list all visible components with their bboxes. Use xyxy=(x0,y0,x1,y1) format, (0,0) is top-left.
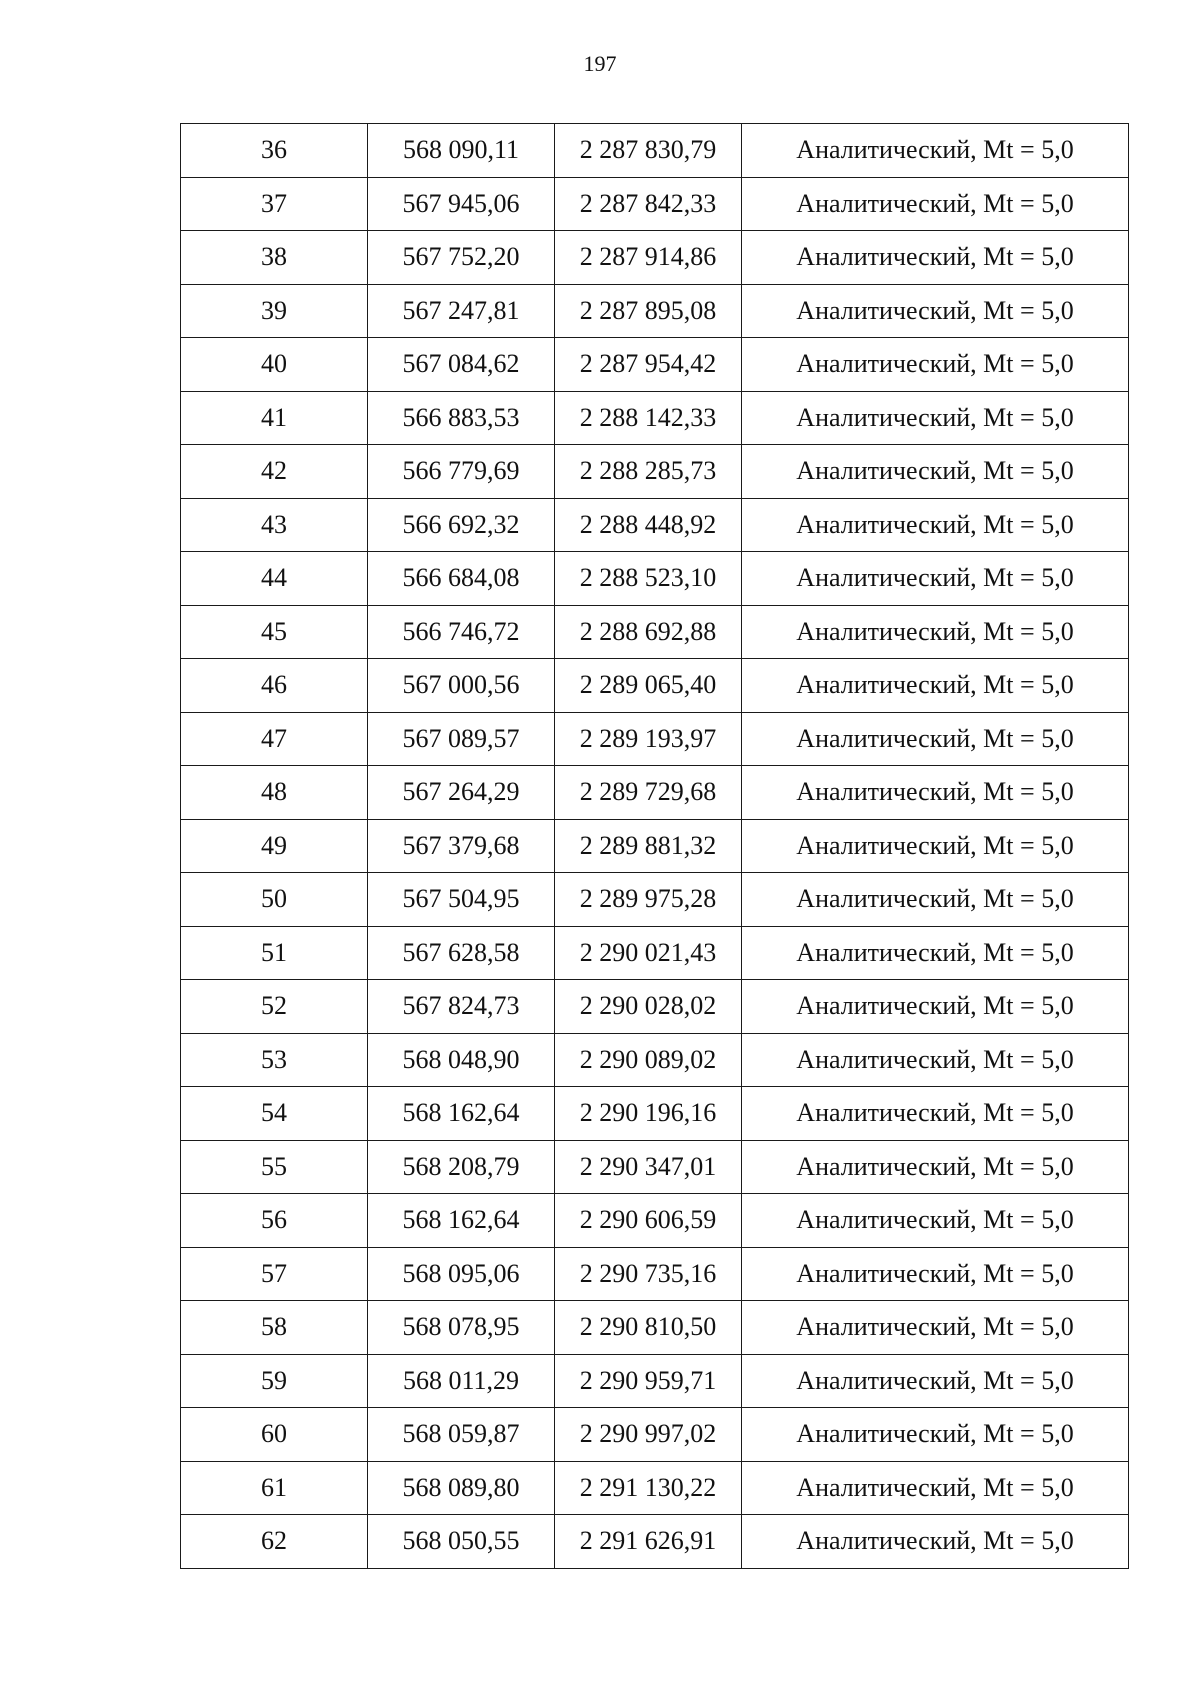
coordinates-table-body xyxy=(181,124,1129,1569)
table-row xyxy=(181,980,1129,1034)
table-row xyxy=(181,1087,1129,1141)
method-cell: Аналитический, Mt = 5,0 xyxy=(742,766,1129,820)
coordinate-x-cell: 567 084,62 xyxy=(368,338,555,392)
table-row xyxy=(181,766,1129,820)
coordinate-y-cell: 2 289 975,28 xyxy=(555,873,742,927)
point-number-cell: 56 xyxy=(181,1194,368,1248)
coordinate-y-cell: 2 287 914,86 xyxy=(555,231,742,285)
coordinate-y-cell: 2 291 626,91 xyxy=(555,1515,742,1569)
coordinate-x-cell: 567 264,29 xyxy=(368,766,555,820)
table-row xyxy=(181,391,1129,445)
table-row xyxy=(181,1140,1129,1194)
coordinate-x-cell: 566 692,32 xyxy=(368,498,555,552)
table-row xyxy=(181,1301,1129,1355)
method-cell: Аналитический, Mt = 5,0 xyxy=(742,980,1129,1034)
method-cell: Аналитический, Mt = 5,0 xyxy=(742,659,1129,713)
table-row xyxy=(181,1033,1129,1087)
coordinate-y-cell: 2 288 523,10 xyxy=(555,552,742,606)
method-cell: Аналитический, Mt = 5,0 xyxy=(742,391,1129,445)
point-number-cell: 54 xyxy=(181,1087,368,1141)
point-number-cell: 61 xyxy=(181,1461,368,1515)
point-number-cell: 37 xyxy=(181,177,368,231)
coordinate-y-cell: 2 290 810,50 xyxy=(555,1301,742,1355)
table-row xyxy=(181,1354,1129,1408)
coordinate-x-cell: 568 059,87 xyxy=(368,1408,555,1462)
point-number-cell: 52 xyxy=(181,980,368,1034)
coordinate-x-cell: 567 247,81 xyxy=(368,284,555,338)
coordinate-y-cell: 2 287 895,08 xyxy=(555,284,742,338)
table-row xyxy=(181,1515,1129,1569)
coordinate-x-cell: 568 162,64 xyxy=(368,1194,555,1248)
table-row xyxy=(181,338,1129,392)
table-row xyxy=(181,445,1129,499)
point-number-cell: 47 xyxy=(181,712,368,766)
coordinate-x-cell: 567 504,95 xyxy=(368,873,555,927)
page-number: 197 xyxy=(583,51,617,76)
point-number-cell: 46 xyxy=(181,659,368,713)
method-cell: Аналитический, Mt = 5,0 xyxy=(742,231,1129,285)
coordinate-y-cell: 2 289 065,40 xyxy=(555,659,742,713)
coordinate-y-cell: 2 287 842,33 xyxy=(555,177,742,231)
method-cell: Аналитический, Mt = 5,0 xyxy=(742,1515,1129,1569)
coordinate-y-cell: 2 290 347,01 xyxy=(555,1140,742,1194)
method-cell: Аналитический, Mt = 5,0 xyxy=(742,819,1129,873)
coordinate-y-cell: 2 291 130,22 xyxy=(555,1461,742,1515)
table-row xyxy=(181,605,1129,659)
coordinate-x-cell: 567 089,57 xyxy=(368,712,555,766)
method-cell: Аналитический, Mt = 5,0 xyxy=(742,124,1129,178)
coordinate-x-cell: 568 089,80 xyxy=(368,1461,555,1515)
table-row xyxy=(181,284,1129,338)
coordinate-x-cell: 567 379,68 xyxy=(368,819,555,873)
point-number-cell: 62 xyxy=(181,1515,368,1569)
method-cell: Аналитический, Mt = 5,0 xyxy=(742,873,1129,927)
coordinate-y-cell: 2 288 285,73 xyxy=(555,445,742,499)
method-cell: Аналитический, Mt = 5,0 xyxy=(742,1087,1129,1141)
point-number-cell: 48 xyxy=(181,766,368,820)
coordinate-y-cell: 2 289 881,32 xyxy=(555,819,742,873)
coordinate-y-cell: 2 288 448,92 xyxy=(555,498,742,552)
table-row xyxy=(181,712,1129,766)
point-number-cell: 40 xyxy=(181,338,368,392)
coordinate-y-cell: 2 289 193,97 xyxy=(555,712,742,766)
point-number-cell: 50 xyxy=(181,873,368,927)
table-row xyxy=(181,177,1129,231)
coordinate-y-cell: 2 290 606,59 xyxy=(555,1194,742,1248)
point-number-cell: 36 xyxy=(181,124,368,178)
point-number-cell: 58 xyxy=(181,1301,368,1355)
coordinate-x-cell: 567 752,20 xyxy=(368,231,555,285)
coordinate-x-cell: 567 824,73 xyxy=(368,980,555,1034)
table-row xyxy=(181,1194,1129,1248)
point-number-cell: 55 xyxy=(181,1140,368,1194)
coordinate-x-cell: 568 050,55 xyxy=(368,1515,555,1569)
coordinate-y-cell: 2 290 028,02 xyxy=(555,980,742,1034)
point-number-cell: 38 xyxy=(181,231,368,285)
coordinate-y-cell: 2 288 142,33 xyxy=(555,391,742,445)
table-row xyxy=(181,873,1129,927)
coordinate-x-cell: 568 011,29 xyxy=(368,1354,555,1408)
coordinate-x-cell: 568 208,79 xyxy=(368,1140,555,1194)
method-cell: Аналитический, Mt = 5,0 xyxy=(742,1247,1129,1301)
point-number-cell: 49 xyxy=(181,819,368,873)
coordinate-x-cell: 568 162,64 xyxy=(368,1087,555,1141)
method-cell: Аналитический, Mt = 5,0 xyxy=(742,1301,1129,1355)
point-number-cell: 44 xyxy=(181,552,368,606)
point-number-cell: 53 xyxy=(181,1033,368,1087)
coordinate-x-cell: 566 883,53 xyxy=(368,391,555,445)
method-cell: Аналитический, Mt = 5,0 xyxy=(742,926,1129,980)
coordinate-y-cell: 2 290 997,02 xyxy=(555,1408,742,1462)
method-cell: Аналитический, Mt = 5,0 xyxy=(742,552,1129,606)
point-number-cell: 59 xyxy=(181,1354,368,1408)
point-number-cell: 45 xyxy=(181,605,368,659)
point-number-cell: 39 xyxy=(181,284,368,338)
method-cell: Аналитический, Mt = 5,0 xyxy=(742,712,1129,766)
coordinate-y-cell: 2 290 959,71 xyxy=(555,1354,742,1408)
method-cell: Аналитический, Mt = 5,0 xyxy=(742,1033,1129,1087)
point-number-cell: 60 xyxy=(181,1408,368,1462)
table-row xyxy=(181,498,1129,552)
table-row xyxy=(181,1247,1129,1301)
coordinate-x-cell: 566 684,08 xyxy=(368,552,555,606)
table-row xyxy=(181,231,1129,285)
method-cell: Аналитический, Mt = 5,0 xyxy=(742,338,1129,392)
coordinate-y-cell: 2 288 692,88 xyxy=(555,605,742,659)
table-row xyxy=(181,552,1129,606)
method-cell: Аналитический, Mt = 5,0 xyxy=(742,605,1129,659)
table-row xyxy=(181,926,1129,980)
coordinate-y-cell: 2 290 735,16 xyxy=(555,1247,742,1301)
coordinate-x-cell: 568 078,95 xyxy=(368,1301,555,1355)
coordinate-x-cell: 567 000,56 xyxy=(368,659,555,713)
coordinates-table xyxy=(180,123,1129,1569)
coordinate-x-cell: 567 945,06 xyxy=(368,177,555,231)
method-cell: Аналитический, Mt = 5,0 xyxy=(742,1354,1129,1408)
point-number-cell: 57 xyxy=(181,1247,368,1301)
coordinate-y-cell: 2 290 196,16 xyxy=(555,1087,742,1141)
table-row xyxy=(181,819,1129,873)
point-number-cell: 41 xyxy=(181,391,368,445)
coordinate-x-cell: 567 628,58 xyxy=(368,926,555,980)
method-cell: Аналитический, Mt = 5,0 xyxy=(742,284,1129,338)
method-cell: Аналитический, Mt = 5,0 xyxy=(742,445,1129,499)
method-cell: Аналитический, Mt = 5,0 xyxy=(742,1461,1129,1515)
method-cell: Аналитический, Mt = 5,0 xyxy=(742,177,1129,231)
coordinate-y-cell: 2 290 021,43 xyxy=(555,926,742,980)
method-cell: Аналитический, Mt = 5,0 xyxy=(742,1408,1129,1462)
table-row xyxy=(181,1461,1129,1515)
coordinate-y-cell: 2 287 830,79 xyxy=(555,124,742,178)
coordinate-x-cell: 566 779,69 xyxy=(368,445,555,499)
point-number-cell: 42 xyxy=(181,445,368,499)
point-number-cell: 43 xyxy=(181,498,368,552)
coordinate-y-cell: 2 287 954,42 xyxy=(555,338,742,392)
coordinate-y-cell: 2 289 729,68 xyxy=(555,766,742,820)
method-cell: Аналитический, Mt = 5,0 xyxy=(742,1140,1129,1194)
coordinate-x-cell: 568 095,06 xyxy=(368,1247,555,1301)
table-row xyxy=(181,1408,1129,1462)
coordinate-x-cell: 566 746,72 xyxy=(368,605,555,659)
coordinate-x-cell: 568 048,90 xyxy=(368,1033,555,1087)
method-cell: Аналитический, Mt = 5,0 xyxy=(742,1194,1129,1248)
coordinate-y-cell: 2 290 089,02 xyxy=(555,1033,742,1087)
method-cell: Аналитический, Mt = 5,0 xyxy=(742,498,1129,552)
table-row xyxy=(181,124,1129,178)
coordinate-x-cell: 568 090,11 xyxy=(368,124,555,178)
point-number-cell: 51 xyxy=(181,926,368,980)
table-row xyxy=(181,659,1129,713)
